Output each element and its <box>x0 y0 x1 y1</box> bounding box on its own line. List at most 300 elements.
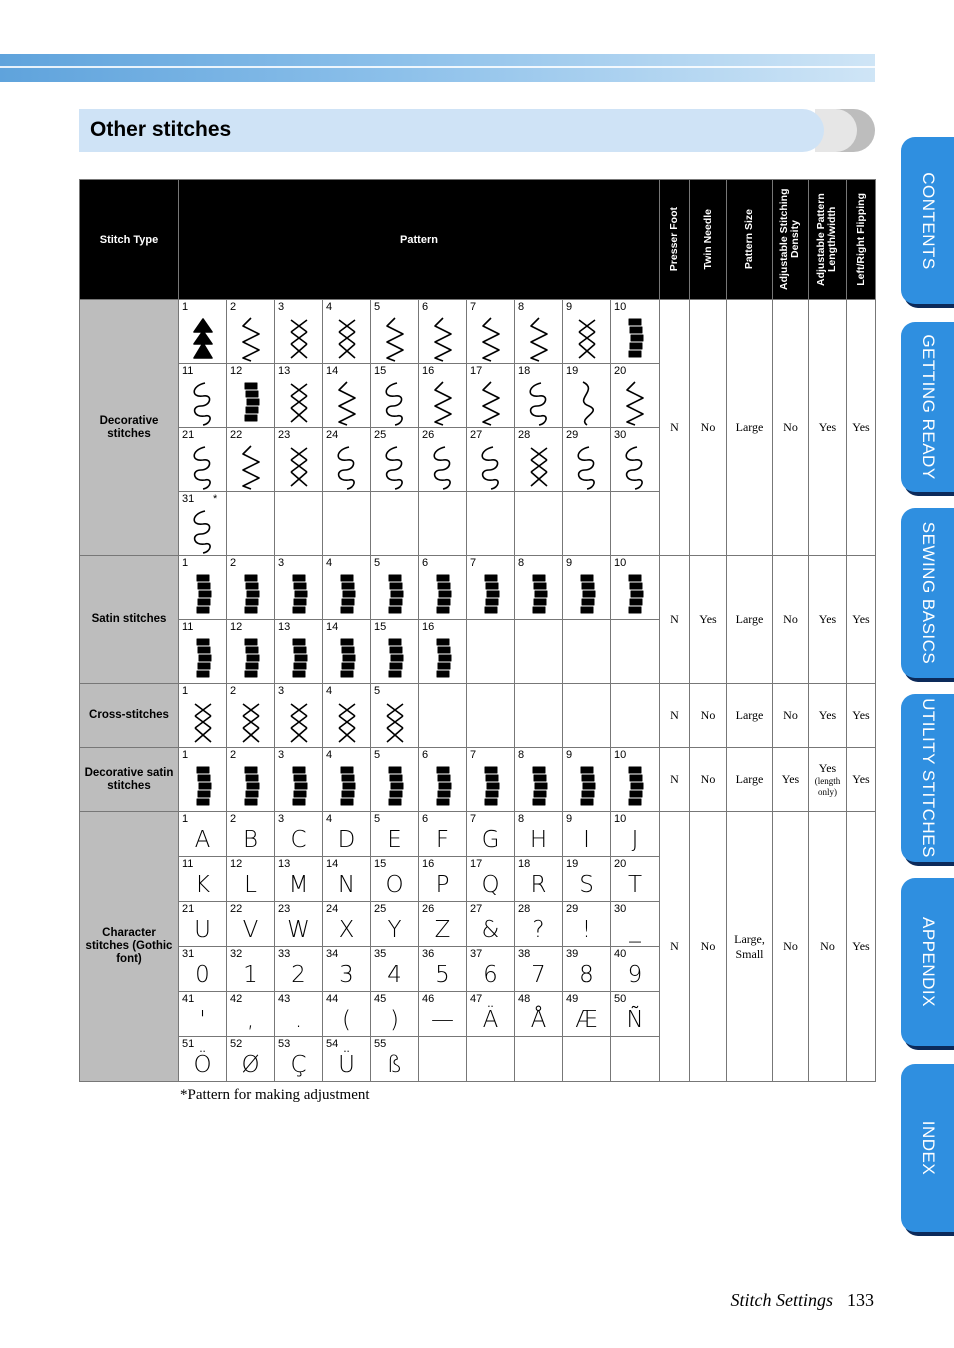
flipping-value-text: Yes <box>852 939 870 953</box>
character-glyph: 1 <box>243 962 258 988</box>
character-glyph: , <box>246 1007 255 1033</box>
pattern-number: 7 <box>470 301 477 313</box>
character-glyph: J <box>631 827 639 853</box>
stitch-pattern-icon <box>281 444 317 490</box>
pattern-number: 38 <box>518 948 531 960</box>
stitch-pattern-icon <box>377 572 413 618</box>
presser-foot-value <box>660 748 690 812</box>
pattern-cell <box>419 812 467 857</box>
stitch-pattern-icon <box>329 444 365 490</box>
length-width-value <box>809 556 847 684</box>
footer-section: Stitch Settings <box>730 1290 833 1310</box>
pattern-number: 2 <box>230 685 237 697</box>
pattern-number: 2 <box>230 813 237 825</box>
stitch-pattern-icon <box>233 572 269 618</box>
pattern-cell <box>611 902 660 947</box>
length-only-note: (length only) <box>814 776 841 797</box>
pattern-number: 19 <box>566 858 579 870</box>
pattern-number: 8 <box>518 557 525 569</box>
pattern-number: 10 <box>614 813 627 825</box>
pattern-cell <box>323 428 371 492</box>
stitch-pattern-icon <box>329 572 365 618</box>
pattern-number: 20 <box>614 858 627 870</box>
stitch-pattern-icon <box>617 572 653 618</box>
pattern-number: 30 <box>614 429 627 441</box>
pattern-cell <box>611 684 660 748</box>
presser-foot-value <box>660 684 690 748</box>
flipping-value-text: Yes <box>852 772 870 786</box>
stitch-pattern-icon <box>329 764 365 810</box>
character-glyph: 3 <box>339 962 354 988</box>
character-glyph: Ö <box>193 1052 212 1078</box>
presser-foot-value-text: N <box>670 420 679 434</box>
pattern-number: 40 <box>614 948 627 960</box>
pattern-number: 14 <box>326 858 339 870</box>
pattern-cell <box>563 1037 611 1082</box>
pattern-cell <box>179 902 227 947</box>
pattern-number: 39 <box>566 948 579 960</box>
pattern-cell <box>275 812 323 857</box>
pattern-cell <box>419 364 467 428</box>
pattern-cell <box>419 300 467 364</box>
pattern-cell <box>371 364 419 428</box>
pattern-cell <box>611 364 660 428</box>
pattern-cell <box>275 857 323 902</box>
length-width-value <box>809 812 847 1082</box>
pattern-number: 25 <box>374 429 387 441</box>
pattern-cell <box>179 992 227 1037</box>
pattern-number: 15 <box>374 365 387 377</box>
pattern-number: 53 <box>278 1038 291 1050</box>
character-glyph: Q <box>481 872 500 898</box>
pattern-number: 8 <box>518 749 525 761</box>
pattern-number: 14 <box>326 621 339 633</box>
pattern-cell <box>611 857 660 902</box>
pattern-cell <box>611 947 660 992</box>
density-value-text: No <box>783 420 798 434</box>
density-value-text: No <box>783 708 798 722</box>
stitch-pattern-icon <box>377 636 413 682</box>
pattern-number: 6 <box>422 749 429 761</box>
page-footer <box>731 1290 875 1311</box>
stitch-pattern-icon <box>473 380 509 426</box>
twin-needle-value <box>690 300 727 556</box>
pattern-cell <box>419 748 467 812</box>
pattern-cell <box>419 620 467 684</box>
table-row <box>80 812 876 857</box>
pattern-cell <box>323 492 371 556</box>
adjustment-asterisk: * <box>213 493 218 505</box>
length-width-value-text: No <box>820 939 835 953</box>
character-glyph: Y <box>387 917 402 943</box>
pattern-number: 13 <box>278 858 291 870</box>
pattern-cell <box>227 684 275 748</box>
stitch-pattern-icon <box>233 444 269 490</box>
pattern-number: 9 <box>566 813 573 825</box>
pattern-number: 55 <box>374 1038 387 1050</box>
pattern-cell <box>515 492 563 556</box>
flipping-value-text: Yes <box>852 612 870 626</box>
stitch-table <box>79 179 876 1082</box>
pattern-number: 29 <box>566 429 579 441</box>
pattern-cell <box>467 684 515 748</box>
tab-utility-stitches[interactable]: UTILITY STITCHES <box>901 694 954 862</box>
pattern-cell <box>323 902 371 947</box>
length-width-value-text: Yes <box>818 612 837 626</box>
stitch-pattern-icon <box>617 316 653 362</box>
page-number: 133 <box>847 1290 874 1310</box>
pattern-number: 11 <box>182 621 194 633</box>
stitch-pattern-icon <box>329 700 365 746</box>
stitch-pattern-icon <box>185 316 221 362</box>
character-glyph: I <box>583 827 590 853</box>
pattern-number: 24 <box>326 429 339 441</box>
pattern-number: 7 <box>470 749 477 761</box>
pattern-cell <box>371 620 419 684</box>
character-glyph: R <box>530 872 547 898</box>
stitch-pattern-icon <box>569 444 605 490</box>
pattern-cell <box>371 1037 419 1082</box>
pattern-cell <box>179 857 227 902</box>
pattern-number: 12 <box>230 858 243 870</box>
pattern-size-value <box>727 748 773 812</box>
length-width-value <box>809 684 847 748</box>
pattern-number: 35 <box>374 948 387 960</box>
pattern-size-value-text: Large <box>735 420 764 434</box>
pattern-cell <box>371 947 419 992</box>
flipping-value <box>847 684 876 748</box>
twin-needle-value-text: No <box>700 772 716 786</box>
character-glyph: 5 <box>435 962 450 988</box>
section-title-band <box>79 109 824 152</box>
pattern-cell <box>275 300 323 364</box>
pattern-cell <box>275 902 323 947</box>
character-glyph: 2 <box>291 962 306 988</box>
character-glyph: A <box>194 827 211 853</box>
stitch-pattern-icon <box>185 700 221 746</box>
stitch-type-label: Character stitches (Gothic font) <box>80 812 179 1082</box>
pattern-cell <box>419 428 467 492</box>
pattern-number: 21 <box>182 429 195 441</box>
stitch-pattern-icon <box>473 572 509 618</box>
pattern-cell <box>323 556 371 620</box>
pattern-cell <box>371 492 419 556</box>
stitch-pattern-icon <box>233 380 269 426</box>
pattern-cell <box>179 684 227 748</box>
pattern-number: 13 <box>278 365 291 377</box>
pattern-cell <box>515 992 563 1037</box>
pattern-cell <box>611 748 660 812</box>
stitch-type-label: Decorative satin stitches <box>80 748 179 812</box>
stitch-pattern-icon <box>617 764 653 810</box>
pattern-cell <box>515 300 563 364</box>
pattern-cell <box>323 620 371 684</box>
col-stitch-type: Stitch Type <box>80 180 179 300</box>
character-glyph: 4 <box>387 962 402 988</box>
stitch-pattern-icon <box>377 700 413 746</box>
col-density: Adjustable Stitching Density <box>777 188 801 291</box>
stitch-pattern-icon <box>569 764 605 810</box>
pattern-cell <box>467 300 515 364</box>
pattern-cell <box>563 684 611 748</box>
header-gradient-bar <box>0 54 875 82</box>
pattern-number: 9 <box>566 749 573 761</box>
stitch-pattern-icon <box>185 508 221 554</box>
pattern-number: 16 <box>422 858 435 870</box>
stitch-pattern-icon <box>185 444 221 490</box>
pattern-cell <box>563 364 611 428</box>
stitch-pattern-icon <box>521 764 557 810</box>
pattern-cell <box>467 812 515 857</box>
character-glyph: 0 <box>195 962 210 988</box>
tab-appendix[interactable]: APPENDIX <box>901 878 954 1046</box>
pattern-cell <box>515 556 563 620</box>
flipping-value <box>847 556 876 684</box>
stitch-pattern-icon <box>377 380 413 426</box>
pattern-number: 12 <box>230 621 243 633</box>
pattern-cell <box>563 748 611 812</box>
pattern-number: 51 <box>182 1038 195 1050</box>
density-value <box>773 684 809 748</box>
pattern-number: 9 <box>566 301 573 313</box>
pattern-number: 9 <box>566 557 573 569</box>
pattern-cell <box>467 1037 515 1082</box>
density-value <box>773 812 809 1082</box>
pattern-number: 47 <box>470 993 483 1005</box>
tab-getting-ready[interactable]: GETTING READY <box>901 322 954 492</box>
table-row <box>80 300 876 364</box>
stitch-pattern-icon <box>329 316 365 362</box>
stitch-pattern-icon <box>329 636 365 682</box>
table-header-row <box>80 180 876 300</box>
character-glyph: U <box>194 917 211 943</box>
presser-foot-value-text: N <box>670 612 679 626</box>
pattern-number: 1 <box>182 813 189 825</box>
pattern-number: 14 <box>326 365 339 377</box>
pattern-cell <box>323 364 371 428</box>
pattern-cell <box>611 492 660 556</box>
pattern-cell <box>563 492 611 556</box>
pattern-cell <box>371 902 419 947</box>
pattern-number: 6 <box>422 813 429 825</box>
stitch-pattern-icon <box>281 700 317 746</box>
pattern-cell <box>323 857 371 902</box>
pattern-cell <box>275 364 323 428</box>
pattern-cell <box>323 300 371 364</box>
character-glyph: Å <box>530 1007 547 1033</box>
pattern-cell <box>515 684 563 748</box>
pattern-cell <box>227 364 275 428</box>
pattern-cell <box>467 992 515 1037</box>
character-glyph: . <box>294 1007 303 1033</box>
pattern-cell <box>179 300 227 364</box>
pattern-cell <box>515 947 563 992</box>
pattern-cell <box>563 620 611 684</box>
pattern-number: 8 <box>518 301 525 313</box>
pattern-number: 24 <box>326 903 339 915</box>
pattern-size-value <box>727 812 773 1082</box>
tab-sewing-basics[interactable]: SEWING BASICS <box>901 508 954 678</box>
pattern-cell <box>563 857 611 902</box>
character-glyph: E <box>387 827 402 853</box>
pattern-cell <box>371 748 419 812</box>
pattern-number: 10 <box>614 557 627 569</box>
character-glyph: W <box>287 917 310 943</box>
character-glyph: L <box>244 872 257 898</box>
pattern-cell <box>275 992 323 1037</box>
pattern-cell <box>179 556 227 620</box>
pattern-cell <box>419 1037 467 1082</box>
pattern-number: 22 <box>230 903 243 915</box>
pattern-number: 42 <box>230 993 243 1005</box>
character-glyph: G <box>481 827 500 853</box>
character-glyph: 9 <box>627 962 643 988</box>
tab-index[interactable]: INDEX <box>901 1064 954 1232</box>
pattern-number: 30 <box>614 903 627 915</box>
pattern-number: 7 <box>470 557 477 569</box>
presser-foot-value-text: N <box>670 939 679 953</box>
pattern-number: 2 <box>230 557 237 569</box>
flipping-value <box>847 812 876 1082</box>
character-glyph: _ <box>629 917 641 943</box>
twin-needle-value <box>690 812 727 1082</box>
pattern-cell <box>419 902 467 947</box>
pattern-number: 15 <box>374 858 387 870</box>
character-glyph: Ä <box>482 1007 499 1033</box>
character-glyph: 7 <box>531 962 546 988</box>
stitch-pattern-icon <box>425 444 461 490</box>
character-glyph: C <box>290 827 307 853</box>
pattern-cell <box>227 492 275 556</box>
character-glyph: P <box>435 872 450 898</box>
pattern-cell <box>323 748 371 812</box>
stitch-pattern-icon <box>281 636 317 682</box>
character-glyph: Ü <box>338 1052 355 1078</box>
pattern-cell <box>563 300 611 364</box>
pattern-cell <box>179 428 227 492</box>
col-presser-foot: Presser Foot <box>668 207 680 272</box>
pattern-number: 23 <box>278 903 291 915</box>
stitch-pattern-icon <box>185 636 221 682</box>
pattern-number: 2 <box>230 301 237 313</box>
pattern-size-value <box>727 556 773 684</box>
flipping-value <box>847 300 876 556</box>
pattern-cell <box>227 812 275 857</box>
pattern-cell <box>515 857 563 902</box>
flipping-value-text: Yes <box>852 708 870 722</box>
character-glyph: V <box>242 917 259 943</box>
pattern-cell <box>323 684 371 748</box>
col-twin-needle: Twin Needle <box>701 209 714 270</box>
pattern-number: 12 <box>230 365 243 377</box>
pattern-cell <box>323 992 371 1037</box>
length-width-value-text: Yes <box>818 708 837 722</box>
density-value-text: Yes <box>781 772 800 786</box>
character-glyph: ( <box>342 1007 351 1033</box>
pattern-cell <box>275 620 323 684</box>
character-glyph: — <box>431 1007 454 1033</box>
pattern-size-value-text: Large <box>735 708 764 722</box>
pattern-cell <box>371 857 419 902</box>
pattern-cell <box>227 902 275 947</box>
pattern-cell <box>611 300 660 364</box>
character-glyph: X <box>338 917 355 943</box>
character-glyph: ! <box>581 917 592 943</box>
pattern-number: 49 <box>566 993 579 1005</box>
pattern-cell <box>179 492 227 556</box>
pattern-cell <box>275 684 323 748</box>
character-glyph: T <box>627 872 643 898</box>
pattern-cell <box>515 620 563 684</box>
pattern-size-value-text: Large <box>735 612 764 626</box>
pattern-number: 16 <box>422 621 435 633</box>
pattern-number: 3 <box>278 813 285 825</box>
pattern-cell <box>515 902 563 947</box>
pattern-number: 23 <box>278 429 291 441</box>
twin-needle-value <box>690 684 727 748</box>
pattern-cell <box>371 556 419 620</box>
pattern-cell <box>563 428 611 492</box>
pattern-cell <box>515 1037 563 1082</box>
pattern-number: 11 <box>182 858 194 870</box>
character-glyph: ? <box>532 917 545 943</box>
pattern-number: 18 <box>518 365 531 377</box>
stitch-pattern-icon <box>425 316 461 362</box>
pattern-cell <box>275 1037 323 1082</box>
character-glyph: 6 <box>483 962 498 988</box>
pattern-cell <box>275 748 323 812</box>
pattern-size-value-text: Large <box>735 772 764 786</box>
character-glyph: ' <box>199 1007 206 1033</box>
density-value <box>773 556 809 684</box>
pattern-cell <box>371 992 419 1037</box>
character-glyph: B <box>242 827 259 853</box>
length-width-value <box>809 300 847 556</box>
stitch-pattern-icon <box>425 380 461 426</box>
pattern-number: 18 <box>518 858 531 870</box>
pattern-number: 27 <box>470 903 483 915</box>
stitch-pattern-icon <box>185 764 221 810</box>
pattern-size-value <box>727 684 773 748</box>
pattern-cell <box>227 1037 275 1082</box>
pattern-cell <box>371 684 419 748</box>
pattern-number: 48 <box>518 993 531 1005</box>
pattern-cell <box>467 748 515 812</box>
twin-needle-value-text: No <box>700 708 716 722</box>
pattern-number: 5 <box>374 557 381 569</box>
pattern-cell <box>563 812 611 857</box>
flipping-value-text: Yes <box>852 420 870 434</box>
pattern-number: 1 <box>182 749 189 761</box>
pattern-cell <box>515 748 563 812</box>
character-glyph: & <box>481 917 500 943</box>
pattern-cell <box>563 902 611 947</box>
pattern-number: 3 <box>278 749 285 761</box>
pattern-cell <box>419 492 467 556</box>
pattern-cell <box>467 428 515 492</box>
pattern-cell <box>467 364 515 428</box>
pattern-number: 6 <box>422 301 429 313</box>
character-glyph: Z <box>434 917 451 943</box>
stitch-pattern-icon <box>473 764 509 810</box>
pattern-number: 4 <box>326 749 333 761</box>
pattern-size-value <box>727 300 773 556</box>
stitch-pattern-icon <box>473 444 509 490</box>
tab-contents[interactable]: CONTENTS <box>901 137 954 304</box>
pattern-cell <box>515 364 563 428</box>
pattern-number: 28 <box>518 429 531 441</box>
presser-foot-value-text: N <box>670 772 679 786</box>
